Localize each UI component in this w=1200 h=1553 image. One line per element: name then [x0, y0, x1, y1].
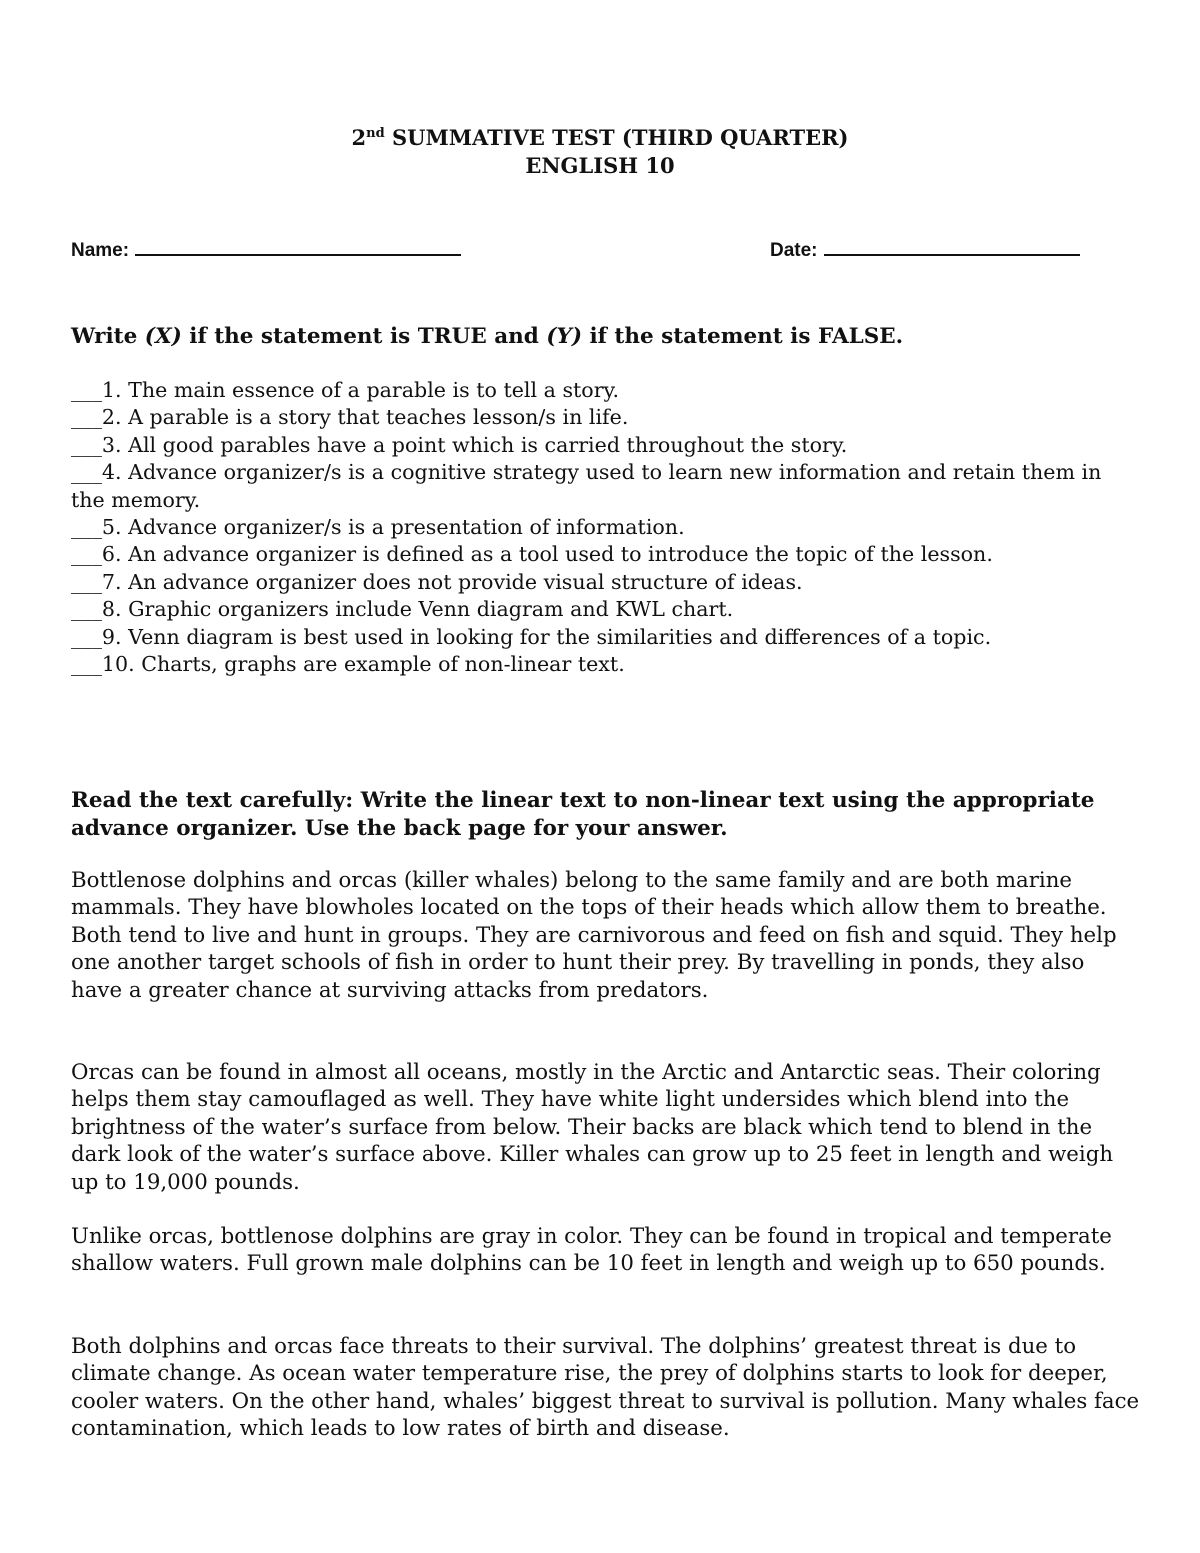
passage-paragraph: Both dolphins and orcas face threats to their survival. The dolphins’ greatest threat is due to climate change. As ocean water temperature rise, the prey of dolphins starts to look for deeper, cooler waters. On the other hand, whales’ biggest threat to survival is pollution. Many whales face contamination, which leads to low rates of birth and disease.	[71, 1334, 1140, 1442]
date-field	[770, 240, 1080, 262]
date-blank[interactable]	[824, 253, 1080, 256]
part2-instruction: Read the text carefully: Write the linear text to non-linear text using the appropriate advance organizer. Use the back page for your answer.	[71, 788, 1095, 841]
page-title: 2nd SUMMATIVE TEST (THIRD QUARTER)	[351, 125, 849, 150]
part1-instruction: Write (X) if the statement is TRUE and (Y) if the statement is FALSE.	[71, 324, 904, 349]
passage-paragraph: Unlike orcas, bottlenose dolphins are gray in color. They can be found in tropical and temperate shallow waters. Full grown male dolphins can be 10 feet in length and weigh up to 650 pounds.	[71, 1224, 1112, 1277]
passage-paragraph: Bottlenose dolphins and orcas (killer whales) belong to the same family and are both marine mammals. They have blowholes located on the tops of their heads which allow them to breathe. Both tend to live and hunt in groups. They are carnivorous and feed on fish and squid. They help one another target schools of fish in order to hunt their prey. By travelling in ponds, they also have a greater chance at surviving attacks from predators.	[71, 868, 1117, 1003]
question-item: ___4. Advance organizer/s is a cognitive strategy used to learn new information and retain them in the memory.	[71, 460, 1102, 512]
passage-paragraph: Orcas can be found in almost all oceans, mostly in the Arctic and Antarctic seas. Their coloring helps them stay camouflaged as well. They have white light undersides which blend into the brightness of the water’s surface from below. Their backs are black which tend to blend in the dark look of the water’s surface above. Killer whales can grow up to 25 feet in length and weigh up to 19,000 pounds.	[71, 1060, 1114, 1195]
question-item: ___9. Venn diagram is best used in looking for the similarities and differences of a topic.	[71, 624, 992, 649]
question-item: ___2. A parable is a story that teaches lesson/s in life.	[71, 405, 629, 430]
question-item: ___10. Charts, graphs are example of non-linear text.	[71, 652, 625, 677]
question-item: ___7. An advance organizer does not provide visual structure of ideas.	[71, 569, 803, 594]
name-field	[71, 240, 461, 262]
true-false-items	[71, 377, 1141, 678]
question-item: ___3. All good parables have a point which is carried throughout the story.	[71, 432, 848, 457]
question-item: ___5. Advance organizer/s is a presentation of information.	[71, 515, 685, 540]
title-block	[0, 124, 1200, 180]
question-item: ___1. The main essence of a parable is to tell a story.	[71, 378, 619, 402]
question-item: ___8. Graphic organizers include Venn diagram and KWL chart.	[71, 597, 734, 622]
question-item: ___6. An advance organizer is defined as a tool used to introduce the topic of the lesson.	[71, 542, 993, 567]
page-subtitle: ENGLISH 10	[525, 153, 675, 178]
name-label: Name:	[71, 240, 130, 261]
name-blank[interactable]	[135, 253, 461, 256]
date-label: Date:	[770, 240, 818, 261]
